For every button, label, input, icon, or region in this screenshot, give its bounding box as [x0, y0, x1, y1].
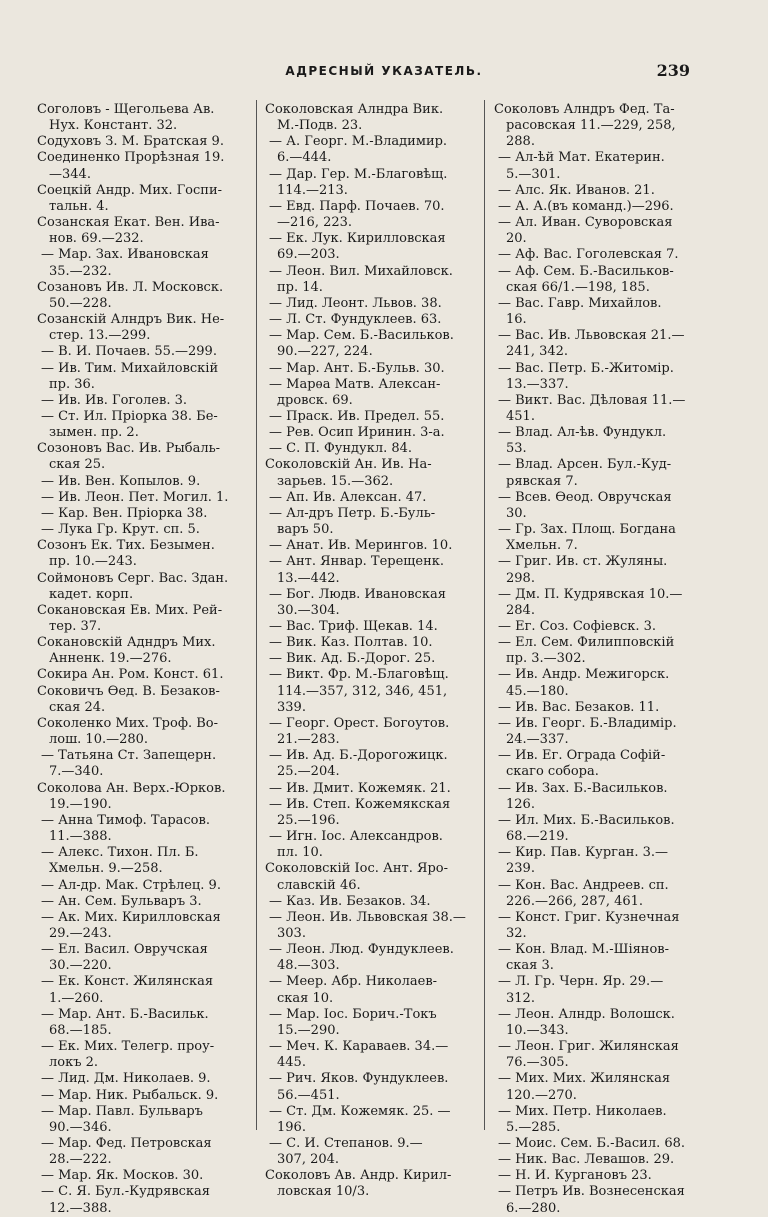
directory-entry: — Кон. Влад. М.-Шіянов- — [498, 942, 670, 958]
directory-entry: 30.—304. — [277, 602, 340, 618]
directory-entry: — Мар. Ант. Б.-Бульв. 30. — [269, 360, 445, 376]
directory-entry: — Ек. Конст. Жилянская — [41, 974, 214, 990]
directory-entry: Созанская Екат. Вен. Ива- — [37, 215, 220, 231]
directory-entry: — Вас. Петр. Б.-Житомір. — [498, 360, 674, 376]
directory-entry: 30. — [506, 505, 527, 521]
directory-entry: —216, 223. — [277, 215, 353, 231]
directory-entry: — Ел. Васил. Овручская — [41, 942, 208, 958]
directory-entry: — Лука Гр. Крут. сп. 5. — [41, 522, 200, 538]
directory-entry: 13.—442. — [277, 570, 340, 586]
directory-entry: 30.—220. — [49, 958, 112, 974]
directory-entry: — С. И. Степанов. 9.— — [269, 1136, 423, 1151]
directory-entry: 20. — [506, 231, 527, 247]
directory-entry: Соколовская Алндра Вик. — [265, 102, 444, 117]
directory-entry: — Ив. Ив. Гоголев. 3. — [41, 392, 187, 408]
directory-entry: — Викт. Фр. М.-Благовѣщ. — [269, 667, 449, 683]
directory-entry: 45.—180. — [506, 683, 569, 699]
directory-entry: 5.—301. — [506, 166, 561, 182]
directory-entry: — Ив. Зах. Б.-Васильков. — [498, 780, 668, 796]
directory-entry: — Ап. Ив. Алексан. 47. — [269, 489, 427, 505]
directory-entry: Созановъ Ив. Л. Московск. — [37, 279, 224, 295]
directory-entry: — Каз. Ив. Безаков. 34. — [269, 893, 431, 909]
directory-entry: 241, 342. — [506, 344, 569, 360]
directory-entry: локъ 2. — [49, 1055, 99, 1071]
directory-entry: — Вик. Каз. Полтав. 10. — [269, 635, 433, 651]
directory-entry: — Леон. Григ. Жилянская — [498, 1039, 679, 1055]
directory-entry: — Леон. Люд. Фундуклеев. — [269, 942, 454, 958]
directory-entry: Созоновъ Вас. Ив. Рыбаль- — [37, 441, 221, 457]
directory-entry: — Ал-ѣй Мат. Екатерин. — [498, 150, 665, 166]
directory-entry: — Бог. Людв. Ивановская — [269, 586, 446, 602]
directory-entry: 7.—340. — [49, 764, 104, 780]
directory-entry: — Ив. Вас. Безаков. 11. — [498, 699, 660, 715]
directory-entry: — Леон. Ив. Львовская 38.— — [269, 909, 466, 925]
directory-entry: — Ил. Мих. Б.-Васильков. — [498, 812, 675, 828]
directory-entry: Соколенко Мих. Троф. Во- — [37, 715, 219, 731]
directory-entry: 21.—283. — [277, 732, 340, 748]
directory-entry: 24.—337. — [506, 732, 569, 748]
directory-entry: Соколовскій Іос. Ант. Яро- — [265, 861, 449, 877]
directory-entry: — Татьяна Ст. Запещерн. — [41, 748, 217, 764]
directory-entry: — Ив. Георг. Б.-Владимір. — [498, 715, 677, 731]
directory-entry: Соединенко Прорѣзная 19. — [37, 150, 225, 166]
directory-entry: ская 10. — [277, 990, 334, 1006]
directory-entry: стер. 13.—299. — [49, 328, 151, 344]
directory-entry: — Вас. Триф. Щекав. 14. — [269, 619, 438, 634]
directory-entry: — С. П. Фундукл. 84. — [269, 441, 413, 457]
directory-entry: — Праск. Ив. Предел. 55. — [269, 408, 445, 424]
directory-entry: — Ст. Дм. Кожемяк. 25. — — [269, 1103, 451, 1119]
directory-entry: — Ив. Вен. Копылов. 9. — [41, 473, 201, 489]
directory-entry: — Марѳа Матв. Алексан- — [269, 376, 441, 392]
directory-entry: — Ант. Январ. Терещенк. — [269, 554, 444, 570]
directory-entry: — Рев. Осип Иринин. 3-а. — [269, 425, 445, 441]
directory-entry: Нух. Констант. 32. — [49, 118, 178, 134]
directory-entry: дровск. 69. — [277, 392, 353, 408]
directory-entry: 90.—346. — [49, 1119, 112, 1135]
directory-entry: — Ив. Леон. Пет. Могил. 1. — [41, 489, 229, 505]
directory-entry: рявская 7. — [506, 473, 578, 489]
directory-entry: Соковичъ Ѳед. В. Безаков- — [37, 683, 220, 699]
directory-entry: — Мар. Зах. Ивановская — [41, 247, 209, 263]
directory-entry: — Ив. Ег. Ограда Софій- — [498, 748, 666, 764]
directory-entry: — Дм. П. Кудрявская 10.— — [498, 586, 683, 602]
column-rule — [256, 100, 257, 1130]
directory-entry: 53. — [506, 441, 527, 457]
directory-entry: — Григ. Ив. ст. Жуляны. — [498, 554, 668, 570]
directory-entry: 69.—203. — [277, 247, 340, 263]
directory-entry: 13.—337. — [506, 376, 569, 392]
directory-entry: — Кир. Пав. Курган. 3.— — [498, 845, 669, 861]
directory-entry: — Анна Тимоф. Тарасов. — [41, 812, 210, 828]
directory-entry: — Мар. Ник. Рыбальск. 9. — [41, 1087, 219, 1103]
directory-entry: ская 25. — [49, 457, 106, 473]
directory-entry: Созонъ Ек. Тих. Безымен. — [37, 538, 215, 554]
directory-entry: зымен. пр. 2. — [49, 425, 139, 441]
directory-entry: тер. 37. — [49, 619, 102, 634]
directory-entry: — Лид. Дм. Николаев. 9. — [41, 1071, 211, 1087]
directory-entry: 25.—204. — [277, 764, 340, 780]
directory-entry: — Мар. Сем. Б.-Васильков. — [269, 328, 454, 344]
directory-entry: — Ст. Ил. Пріорка 38. Бе- — [41, 408, 218, 424]
directory-entry: 339. — [277, 699, 306, 715]
directory-entry: Хмельн. 7. — [506, 538, 578, 554]
directory-entry: скаго собора. — [506, 764, 599, 780]
directory-entry: пр. 10.—243. — [49, 554, 137, 570]
running-title: АДРЕСНЫЙ УКАЗАТЕЛЬ. — [285, 64, 483, 78]
directory-entry: 239. — [506, 861, 535, 877]
directory-entry: 288. — [506, 134, 535, 150]
directory-entry: Сокановскій Адндръ Мих. — [37, 635, 216, 651]
directory-entry: 303. — [277, 925, 306, 941]
directory-entry: Соймоновъ Серг. Вас. Здан. — [37, 570, 229, 586]
directory-entry: — Дар. Гер. М.-Благовѣщ. — [269, 166, 448, 182]
directory-entry: ская 24. — [49, 699, 106, 715]
directory-entry: 1.—260. — [49, 990, 104, 1006]
column-3 — [494, 102, 712, 1217]
directory-entry: пр. 3.—302. — [506, 651, 586, 667]
directory-entry: нов. 69.—232. — [49, 231, 144, 247]
directory-entry: ловская 10/3. — [277, 1184, 370, 1200]
directory-entry: пл. 10. — [277, 845, 323, 861]
directory-entry: 56.—451. — [277, 1087, 340, 1103]
directory-entry: 29.—243. — [49, 925, 112, 941]
directory-entry: — Всев. Ѳеод. Овручская — [498, 489, 672, 505]
directory-entry: — Моис. Сем. Б.-Васил. 68. — [498, 1136, 686, 1151]
directory-entry: тальн. 4. — [49, 198, 109, 214]
column-1 — [37, 102, 255, 1217]
directory-entry: — Мих. Петр. Николаев. — [498, 1103, 667, 1119]
directory-entry: Созанскій Алндръ Вик. Не- — [37, 312, 225, 328]
directory-entry: — Конст. Григ. Кузнечная — [498, 909, 680, 925]
directory-entry: — Ал. Иван. Суворовская — [498, 215, 673, 231]
directory-entry: — Аф. Вас. Гоголевская 7. — [498, 247, 679, 263]
page-header — [0, 60, 768, 84]
directory-entry: 10.—343. — [506, 1022, 569, 1038]
directory-entry: 126. — [506, 796, 535, 812]
directory-entry: — Ив. Андр. Межигорск. — [498, 667, 670, 683]
directory-entry: — Лид. Леонт. Львов. 38. — [269, 295, 442, 311]
directory-entry: лош. 10.—280. — [49, 732, 149, 748]
directory-entry: — Кар. Вен. Пріорка 38. — [41, 505, 208, 521]
directory-entry: 76.—305. — [506, 1055, 569, 1071]
directory-entry: — Ек. Лук. Кирилловская — [269, 231, 446, 247]
directory-entry: — Ал-др. Мак. Стрѣлец. 9. — [41, 877, 221, 893]
directory-entry: 307, 204. — [277, 1152, 340, 1168]
directory-entry: — Анат. Ив. Мерингов. 10. — [269, 538, 453, 554]
directory-entry: — А. А.(въ команд.)—296. — [498, 198, 674, 214]
directory-entry: 5.—285. — [506, 1119, 561, 1135]
directory-entry: — Влад. Ал-ѣв. Фундукл. — [498, 425, 667, 441]
directory-entry: — Рич. Яков. Фундуклеев. — [269, 1071, 449, 1087]
directory-entry: 15.—290. — [277, 1022, 340, 1038]
directory-entry: — Ак. Мих. Кирилловская — [41, 909, 221, 925]
directory-entry: пр. 36. — [49, 376, 95, 392]
directory-entry: ская 3. — [506, 958, 554, 974]
directory-entry: — Кон. Вас. Андреев. сп. — [498, 877, 669, 893]
directory-entry: — Ив. Степ. Кожемякская — [269, 796, 451, 812]
directory-entry: варъ 50. — [277, 522, 334, 538]
directory-entry: 16. — [506, 312, 527, 328]
directory-entry: расовская 11.—229, 258, — [506, 118, 676, 134]
directory-entry: — Вас. Ив. Львовская 21.— — [498, 328, 685, 344]
directory-entry: — Л. Ст. Фундуклеев. 63. — [269, 312, 442, 328]
directory-entry: — Леон. Алндр. Волошск. — [498, 1006, 675, 1022]
directory-entry: 451. — [506, 408, 535, 424]
column-rule — [484, 100, 485, 1130]
directory-entry: — Алекс. Тихон. Пл. Б. — [41, 845, 199, 861]
directory-entry: — Мар. Фед. Петровская — [41, 1136, 212, 1151]
directory-entry: — Меч. К. Караваев. 34.— — [269, 1039, 449, 1055]
directory-entry: 445. — [277, 1055, 306, 1071]
directory-entry: ская 66/1.—198, 185. — [506, 279, 650, 295]
directory-entry: — Ник. Вас. Левашов. 29. — [498, 1152, 675, 1168]
directory-entry: — Мих. Мих. Жилянская — [498, 1071, 671, 1087]
directory-entry: — Ив. Ад. Б.-Дорогожицк. — [269, 748, 448, 764]
directory-entry: — Игн. Іос. Александров. — [269, 829, 443, 845]
directory-entry: — Мар. Як. Москов. 30. — [41, 1168, 204, 1184]
directory-entry: — Вик. Ад. Б.-Дорог. 25. — [269, 651, 436, 667]
directory-entry: — Мар. Павл. Бульваръ — [41, 1103, 203, 1119]
directory-entry: — А. Георг. М.-Владимир. — [269, 134, 448, 150]
directory-entry: — Алс. Як. Иванов. 21. — [498, 182, 655, 198]
directory-entry: — Ег. Соз. Софіевск. 3. — [498, 619, 657, 634]
directory-entry: —344. — [49, 166, 91, 182]
directory-entry: — Мар. Іос. Борич.-Токъ — [269, 1006, 437, 1022]
directory-entry: — В. И. Почаев. 55.—299. — [41, 344, 217, 360]
directory-entry: зарьев. 15.—362. — [277, 473, 394, 489]
directory-entry: 196. — [277, 1119, 306, 1135]
directory-entry: — Аф. Сем. Б.-Васильков- — [498, 263, 674, 279]
directory-entry: — Ал-дръ Петр. Б.-Буль- — [269, 505, 436, 521]
directory-entry: 90.—227, 224. — [277, 344, 373, 360]
directory-entry: Соколовскій Ан. Ив. На- — [265, 457, 432, 473]
directory-entry: — Ел. Сем. Филипповскій — [498, 635, 675, 651]
directory-entry: — Петръ Ив. Вознесенская — [498, 1184, 685, 1200]
directory-entry: 6.—444. — [277, 150, 332, 166]
directory-entry: Сокановская Ев. Мих. Рей- — [37, 602, 223, 618]
directory-entry: 226.—266, 287, 461. — [506, 893, 644, 909]
directory-entry: — С. Я. Бул.-Кудрявская — [41, 1184, 211, 1200]
directory-entry: Соколовъ Ав. Андр. Кирил- — [265, 1168, 452, 1184]
directory-entry: — Евд. Парф. Почаев. 70. — [269, 198, 445, 214]
directory-entry: славскій 46. — [277, 877, 361, 893]
directory-entry: 298. — [506, 570, 535, 586]
directory-entry: — Ан. Сем. Бульваръ 3. — [41, 893, 202, 909]
directory-entry: 312. — [506, 990, 535, 1006]
directory-entry: 6.—280. — [506, 1200, 561, 1216]
directory-entry: 32. — [506, 925, 527, 941]
directory-entry: 114.—213. — [277, 182, 348, 198]
directory-entry: 50.—228. — [49, 295, 112, 311]
directory-entry: 12.—388. — [49, 1200, 112, 1216]
directory-entry: 114.—357, 312, 346, 451, — [277, 683, 448, 699]
directory-entry: — Вас. Гавр. Михайлов. — [498, 295, 662, 311]
directory-entry: — Л. Гр. Черн. Яр. 29.— — [498, 974, 664, 990]
directory-entry: Соецкій Андр. Мих. Госпи- — [37, 182, 223, 198]
directory-entry: кадет. корп. — [49, 586, 134, 602]
directory-entry: — Меер. Абр. Николаев- — [269, 974, 438, 990]
directory-entry: 48.—303. — [277, 958, 340, 974]
directory-entry: 28.—222. — [49, 1152, 112, 1168]
directory-entry: Соколова Ан. Верх.-Юрков. — [37, 780, 226, 796]
directory-entry: — Мар. Ант. Б.-Васильк. — [41, 1006, 209, 1022]
directory-entry: Соколовъ Алндръ Фед. Та- — [494, 102, 675, 117]
directory-entry: М.-Подв. 23. — [277, 118, 363, 134]
page-number: 239 — [656, 61, 690, 80]
directory-entry: — Гр. Зах. Площ. Богдана — [498, 522, 676, 538]
directory-entry: 68.—185. — [49, 1022, 112, 1038]
directory-entry: 284. — [506, 602, 535, 618]
directory-entry: — Н. И. Кургановъ 23. — [498, 1168, 652, 1184]
directory-entry: — Влад. Арсен. Бул.-Куд- — [498, 457, 672, 473]
directory-entry: 25.—196. — [277, 812, 340, 828]
directory-entry: 68.—219. — [506, 829, 569, 845]
directory-entry: Содуховъ З. М. Братская 9. — [37, 134, 224, 150]
directory-entry: пр. 14. — [277, 279, 323, 295]
directory-entry: — Леон. Вил. Михайловск. — [269, 263, 453, 279]
directory-entry: — Ив. Дмит. Кожемяк. 21. — [269, 780, 451, 796]
directory-entry: Анненк. 19.—276. — [49, 651, 172, 667]
directory-entry: Хмельн. 9.—258. — [49, 861, 163, 877]
directory-entry: Сокира Ан. Ром. Конст. 61. — [37, 667, 224, 683]
directory-entry: 120.—270. — [506, 1087, 577, 1103]
directory-entry: — Георг. Орест. Богоутов. — [269, 715, 450, 731]
column-2 — [265, 102, 483, 1201]
directory-entry: 19.—190. — [49, 796, 112, 812]
directory-entry: — Викт. Вас. Дѣловая 11.— — [498, 392, 686, 408]
directory-entry: — Ив. Тим. Михайловскій — [41, 360, 219, 376]
directory-entry: 11.—388. — [49, 829, 112, 845]
directory-entry: Соголовъ - Щегольева Ав. — [37, 102, 215, 117]
directory-entry: — Ек. Мих. Телегр. проу- — [41, 1039, 215, 1055]
directory-entry: 35.—232. — [49, 263, 112, 279]
